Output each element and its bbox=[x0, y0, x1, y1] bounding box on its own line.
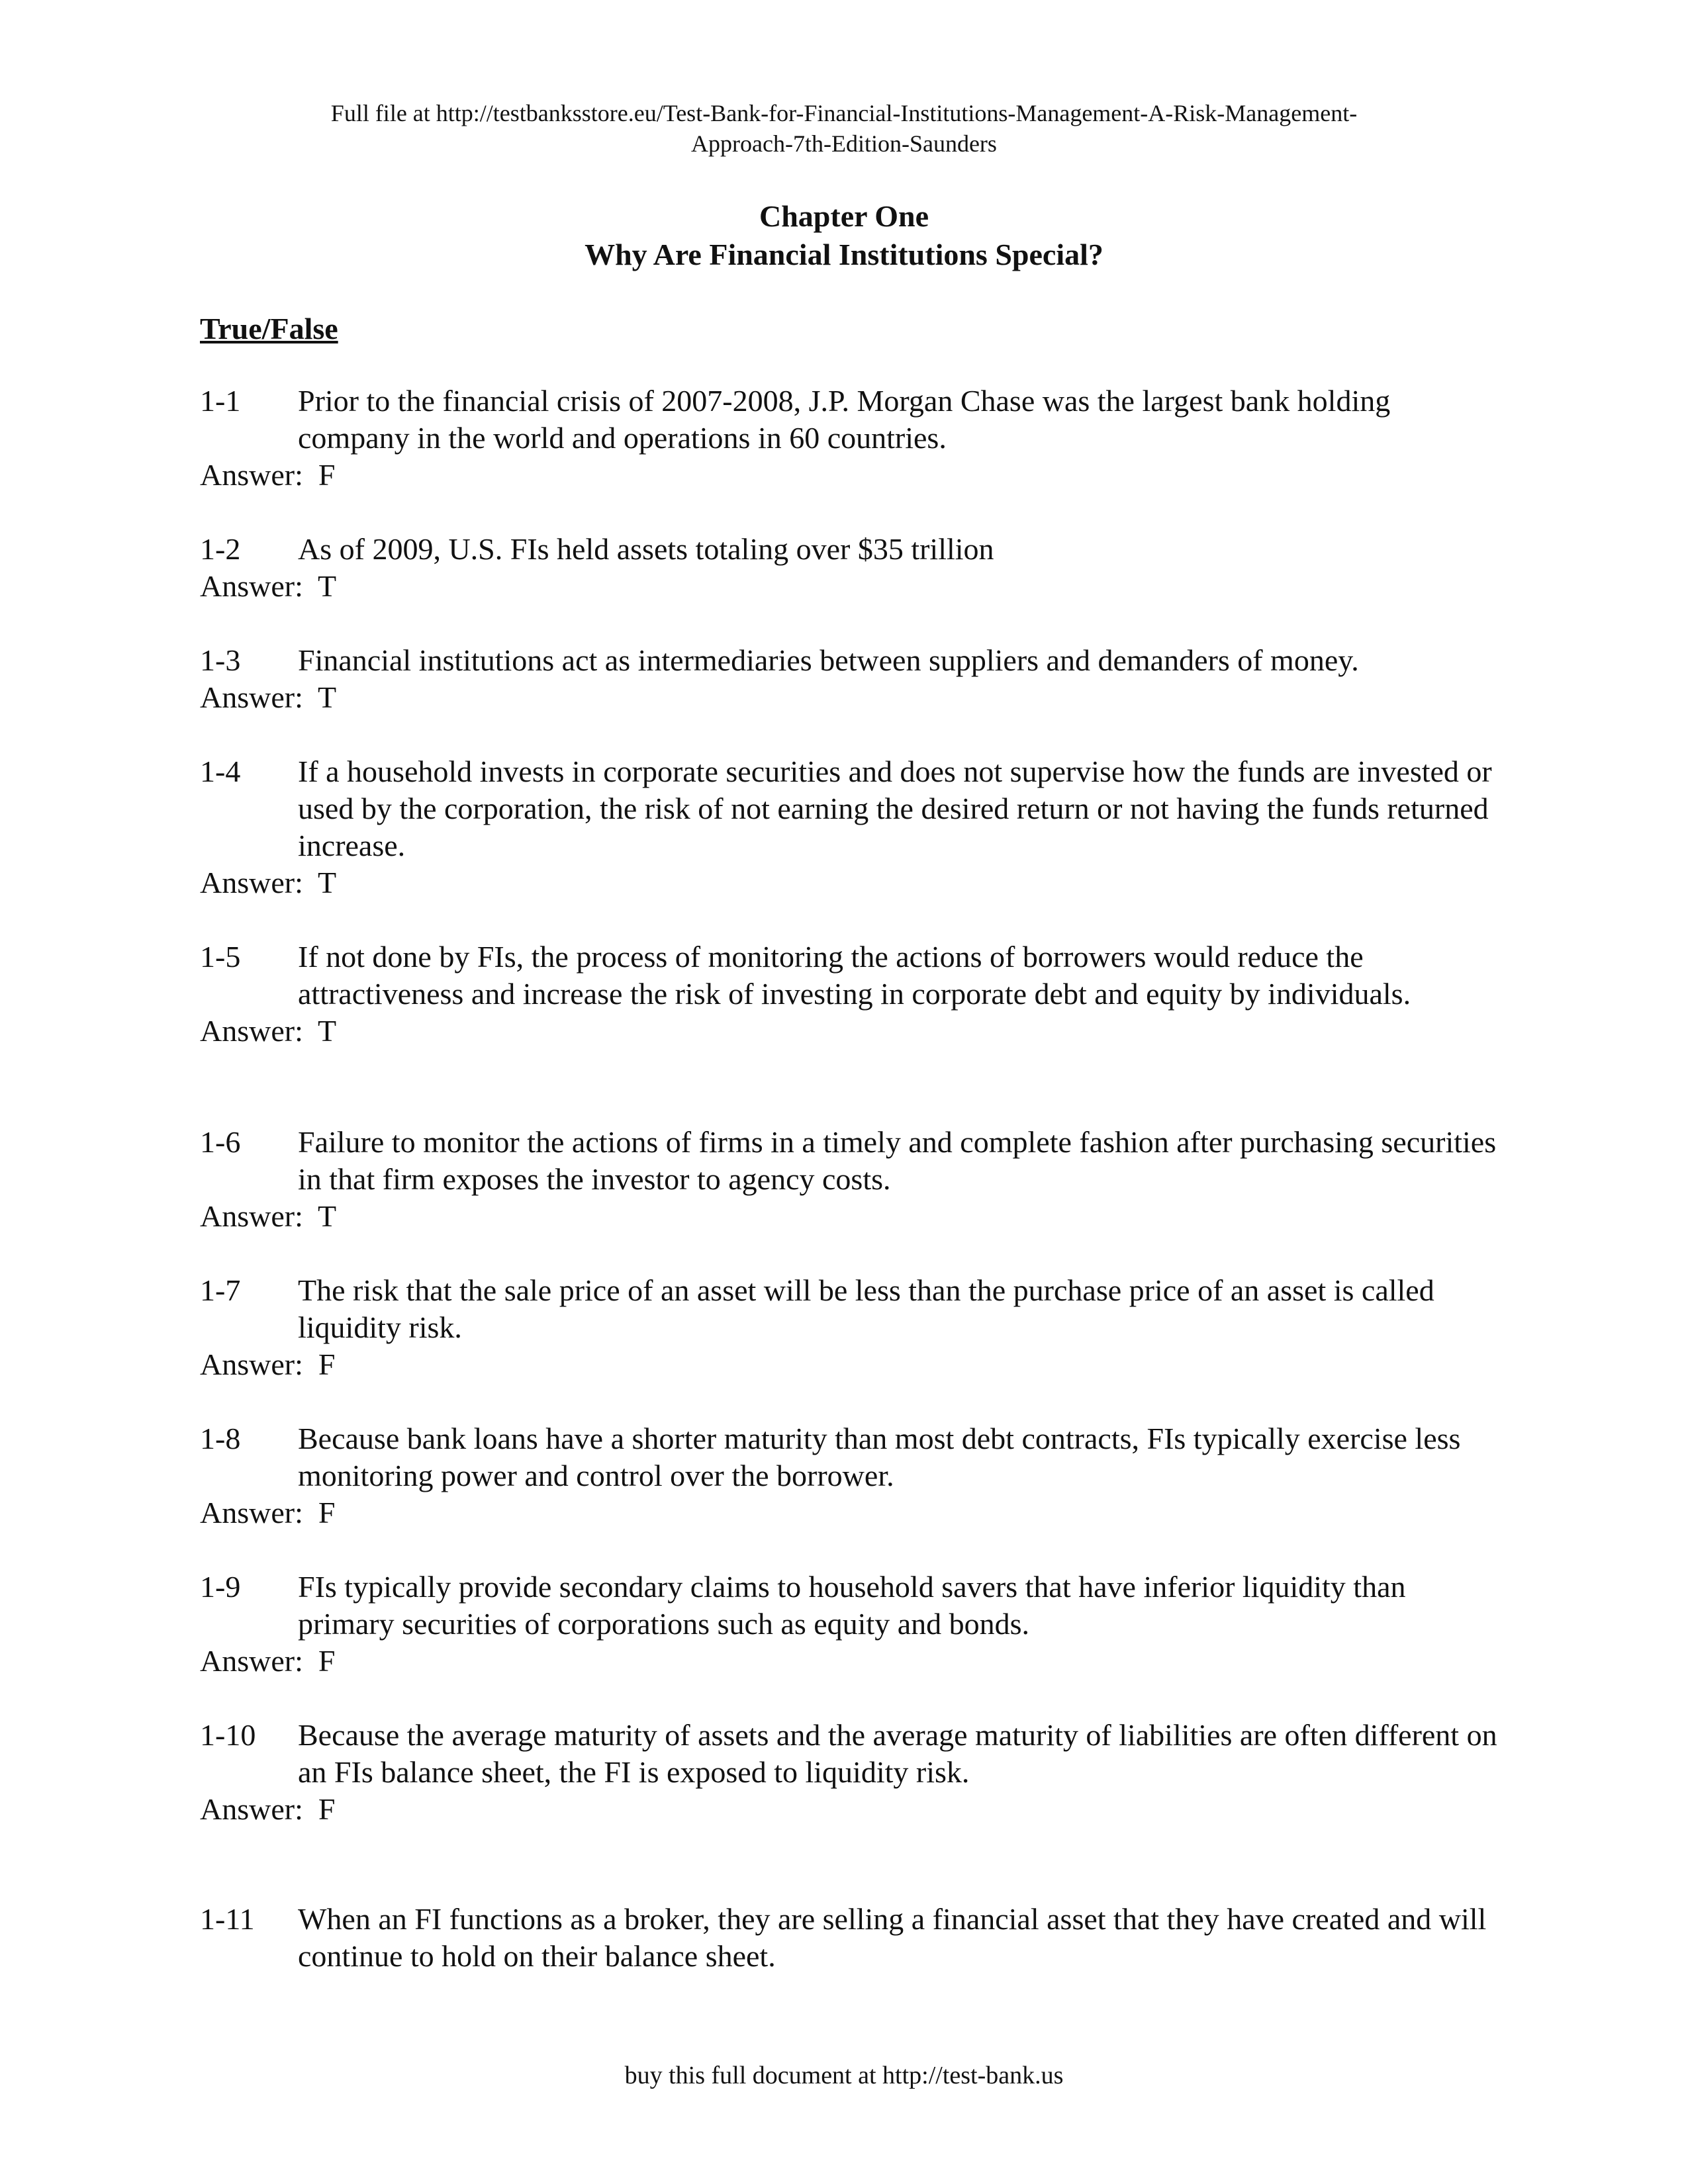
question-text: Financial institutions act as intermediaries between suppliers and demanders of money. bbox=[298, 643, 1359, 677]
chapter-title: Why Are Financial Institutions Special? bbox=[585, 238, 1103, 271]
chapter-title-block bbox=[0, 197, 1688, 274]
question-item bbox=[200, 1420, 1497, 1531]
question-text: Failure to monitor the actions of firms in a timely and complete fashion after purchasing securities in that firm exposes the investor to agency costs. bbox=[298, 1125, 1497, 1196]
question-answer: Answer: T bbox=[200, 1199, 337, 1233]
question-number: 1-6 bbox=[200, 1125, 241, 1159]
question-text: Prior to the financial crisis of 2007-2008, J.P. Morgan Chase was the largest bank holding company in the world and operations in 60 countries. bbox=[298, 384, 1391, 455]
section-heading: True/False bbox=[200, 312, 338, 345]
question-number: 1-3 bbox=[200, 643, 241, 677]
question-item bbox=[200, 531, 1497, 605]
question-number: 1-7 bbox=[200, 1273, 241, 1307]
question-answer: Answer: F bbox=[200, 1347, 336, 1381]
question-text: Because the average maturity of assets and the average maturity of liabilities are often different on an FIs balance sheet, the FI is exposed to liquidity risk. bbox=[298, 1718, 1497, 1789]
question-answer: Answer: T bbox=[200, 569, 337, 603]
question-number: 1-5 bbox=[200, 940, 241, 974]
question-number: 1-1 bbox=[200, 384, 241, 418]
header-line-1: Full file at http://testbanksstore.eu/Test-Bank-for-Financial-Institutions-Management-A-Risk-Management- bbox=[330, 100, 1358, 126]
question-item bbox=[200, 642, 1497, 716]
question-answer: Answer: T bbox=[200, 1014, 337, 1048]
question-number: 1-10 bbox=[200, 1718, 256, 1752]
question-text: As of 2009, U.S. FIs held assets totaling over $35 trillion bbox=[298, 532, 994, 566]
question-answer: Answer: T bbox=[200, 680, 337, 714]
question-number: 1-4 bbox=[200, 754, 241, 788]
question-answer: Answer: F bbox=[200, 1644, 336, 1678]
question-answer: Answer: F bbox=[200, 458, 336, 492]
question-text: If not done by FIs, the process of monitoring the actions of borrowers would reduce the attractiveness and increase the risk of investing in corporate debt and equity by individuals. bbox=[298, 940, 1411, 1011]
header-line-2: Approach-7th-Edition-Saunders bbox=[691, 130, 997, 157]
question-number: 1-9 bbox=[200, 1570, 241, 1604]
question-number: 1-8 bbox=[200, 1422, 241, 1455]
question-text: The risk that the sale price of an asset will be less than the purchase price of an asset is called liquidity risk. bbox=[298, 1273, 1434, 1344]
page-header bbox=[0, 98, 1688, 159]
question-item bbox=[200, 938, 1497, 1050]
question-answer: Answer: F bbox=[200, 1496, 336, 1529]
chapter-label: Chapter One bbox=[759, 199, 929, 233]
question-answer: Answer: F bbox=[200, 1792, 336, 1826]
question-text: If a household invests in corporate securities and does not supervise how the funds are invested or used by the corporation, the risk of not earning the desired return or not having the funds returned increase. bbox=[298, 754, 1492, 862]
question-item bbox=[200, 753, 1497, 901]
question-item bbox=[200, 1901, 1497, 1975]
question-number: 1-11 bbox=[200, 1902, 255, 1936]
page-footer: buy this full document at http://test-bank.us bbox=[624, 2062, 1064, 2089]
question-number: 1-2 bbox=[200, 532, 241, 566]
question-item bbox=[200, 1272, 1497, 1383]
question-text: When an FI functions as a broker, they are selling a financial asset that they have created and will continue to hold on their balance sheet. bbox=[298, 1902, 1487, 1973]
question-text: Because bank loans have a shorter maturity than most debt contracts, FIs typically exercise less monitoring power and control over the borrower. bbox=[298, 1422, 1461, 1492]
question-item bbox=[200, 1124, 1497, 1235]
question-text: FIs typically provide secondary claims to household savers that have inferior liquidity than primary securities of corporations such as equity and bonds. bbox=[298, 1570, 1406, 1641]
question-item bbox=[200, 383, 1497, 494]
question-answer: Answer: T bbox=[200, 866, 337, 899]
question-item bbox=[200, 1717, 1497, 1828]
question-item bbox=[200, 1569, 1497, 1680]
